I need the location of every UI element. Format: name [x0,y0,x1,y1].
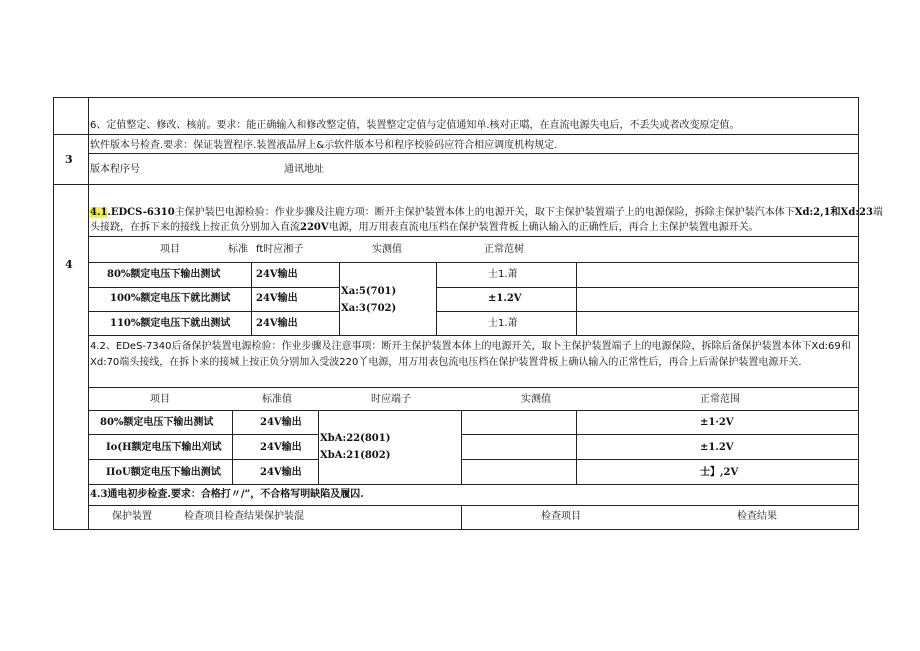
table41-row3-item [110,317,230,330]
section-43-text: 4.3通电初步检查.要求：合格打〃/”，不合格写明缺陷及履囚. [90,489,364,500]
table42-row3-standard: 24V输出 [260,467,302,478]
table41-terminal-2: Xa:3(702) [341,303,397,314]
row-divider [88,484,859,485]
row-divider [88,335,859,336]
table41-row1-standard: 24V输出 [256,269,298,280]
col-divider [251,262,252,335]
table41-header-terminal: ft时应湘子 [256,244,304,255]
table42-header-terminal: 时应端子 [371,394,411,405]
row-divider [88,311,339,312]
row-divider [88,387,859,388]
col-divider [576,410,577,484]
pct-text: Io(H额定电压下输出刈试 [106,442,222,453]
table43-header-check-result: 检查结果 [737,511,777,522]
table42-header-measured: 实测值 [521,394,551,405]
col-divider [232,410,233,484]
section-41-text-end: 端 [872,207,883,218]
col-divider [461,410,462,484]
table42-row1-item [100,416,213,429]
section-42-line1 [90,340,851,353]
pct-text: IIoU额定电压下输出测试 [106,467,221,478]
table42-row2-item [106,441,222,454]
section-43-title [90,488,364,501]
row-divider [88,505,859,506]
table43-header-device: 保护装置 [112,511,152,522]
table41-row2-item [110,292,230,305]
section-42-line2 [90,356,802,369]
table41-header-standard: 标准 [228,244,248,255]
pct-text: 100%额定电压下就比测试 [110,293,231,304]
table43-header-combined: 检查项目检查结果保护装混 [184,511,304,522]
row-divider [88,287,339,288]
comm-address-label: 通讯地址 [284,164,324,175]
col-divider [461,505,462,529]
table41-header-measured: 实测值 [372,244,402,255]
row-divider [88,153,859,154]
pct-text: 80%额定电压下输出测试 [107,269,221,280]
table42-terminal-2: XbA:21(802) [320,450,391,461]
table-border-left [53,97,54,530]
col-divider [436,262,437,335]
table41-row3-range: 士1.萧 [488,318,518,329]
table-border-right [858,97,859,530]
table41-row1-range: 士1.萧 [488,269,518,280]
table42-header-range: 正常范围 [700,394,740,405]
section-42-text1: 4.2、EDeS-7340后备保护装置电源检验：作业步骤及注意事项：断开主保护装置本体上的电源开关，取卜主保护装置端子上的电源保险，拆除后备保护装置本体下Xd:69和 [90,341,851,352]
section-41-number-dot: . [107,207,111,218]
item6-text: 6、定值整定、修改、核前。要求：能正确输入和修改整定值，装置整定定值与定值通知单.核对正嚆，在直流电源失电后，不丢失或者改变原定值。 [90,120,740,131]
row-divider [88,459,318,460]
section-41-text: 主保护装巴电源检验：作业步骤及注鹿方项：断开主保护装置本体上的电源开关，取下主保护装置端子上的电源保险，拆除主保护装汽本体下 [174,207,795,218]
col-divider [576,262,577,335]
number-column-divider [88,97,89,530]
section-41-number: 4.1 [90,207,108,218]
section-41-text2-end: 电源，用万用表直流电压档在保护装置背板上确认输入的正确性后，再合上主保护装置电源开关。 [328,222,759,233]
col-divider [339,262,340,335]
table42-row2-standard: 24V输出 [260,442,302,453]
program-number-label: 版本程序号 [90,164,140,175]
table42-header-standard: 标准值 [262,394,292,405]
table-border-top [53,97,859,98]
table42-row3-range: 士】,2V [700,467,739,478]
table42-row3-item [106,466,221,479]
row-number-3: 3 [65,153,73,166]
row-divider [436,287,859,288]
row-divider [436,311,859,312]
table42-row1-standard: 24V输出 [260,417,302,428]
table41-row1-item [107,268,220,281]
table42-terminal-1: XbA:22(801) [320,433,391,444]
table43-header-check-item: 检查项目 [541,511,581,522]
table-border-bottom [53,529,859,530]
section-41-text2: 头接跷，在拆下来的接线上按正负分别加入直流 [90,222,300,233]
table41-terminal-1: Xa:5(701) [341,286,397,297]
row-divider [461,459,859,460]
section-41-line2 [90,221,759,234]
section-42-text2: Xd:70端头接线，在拆卜来的接城上按正负分别加入受波220丫电源，用万用表包流电压档在保护装置背板上确认输入的正常性后，再合上后需保护装置电源开关. [90,357,802,368]
pct-text: 110%额定电压下就出测试 [110,318,231,329]
table42-row1-range: ±1·2V [700,417,734,428]
table41-row2-standard: 24V输出 [256,293,298,304]
table41-header-range: 正常范树 [484,244,524,255]
row-divider [461,434,859,435]
software-version-text: 软件版本号检查.要求：保证装置程序.装置液晶屏上&示软件版本号和程序校验码应符合相应调度机构规定. [90,140,558,151]
table41-header-item: 项目 [160,244,180,255]
row-divider [53,184,859,185]
table42-row2-range: ±1.2V [700,442,734,453]
section-41-voltage: 220V [300,222,329,233]
section-41-code: EDCS-6310 [110,207,175,218]
row-divider [88,410,859,411]
row-divider [88,236,859,237]
table41-row3-standard: 24V输出 [256,318,298,329]
row-divider [53,134,859,135]
pct-text: 80%额定电压下输出测试 [100,417,214,428]
col-divider [318,410,319,484]
row-divider [88,262,859,263]
row-divider [88,434,318,435]
table41-row2-range: ±1.2V [488,293,522,304]
row-number-4: 4 [65,258,73,271]
table42-header-item: 项目 [150,394,170,405]
section-41-line1 [90,206,883,219]
section-41-terminal-ref: Xd:2,1和Xd:23 [794,207,873,218]
